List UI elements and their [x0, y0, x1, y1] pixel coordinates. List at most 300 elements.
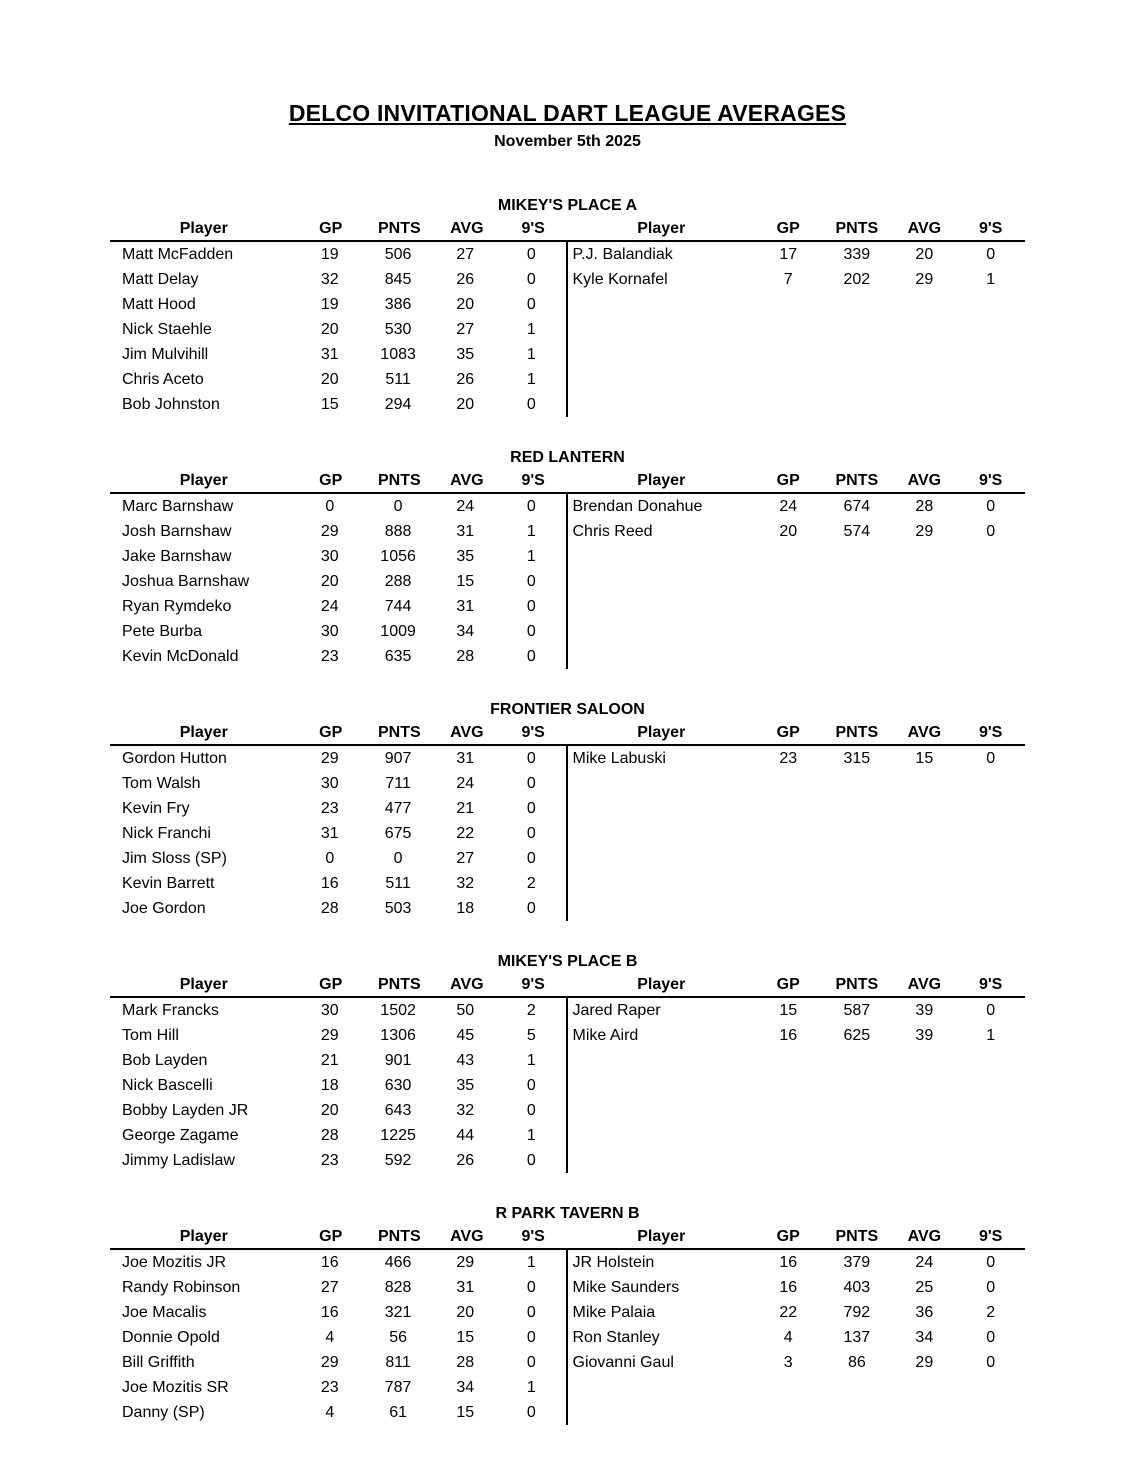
player-cell: Kevin Fry: [122, 799, 190, 817]
player-cell: Bob Johnston: [122, 395, 220, 413]
avg-cell: 31: [456, 1278, 475, 1296]
left-table: [110, 470, 568, 669]
nines-cell: 0: [526, 497, 536, 515]
left-rows: [110, 242, 568, 417]
column-header-avg: AVG: [907, 220, 942, 237]
gp-cell: 29: [320, 749, 339, 767]
page-date: November 5th 2025: [494, 133, 641, 150]
player-cell: Joe Macalis: [122, 1303, 207, 1321]
gp-cell: 0: [325, 849, 335, 867]
table-row: [568, 519, 1026, 544]
nines-cell: 0: [986, 749, 996, 767]
gp-cell: 7: [783, 270, 793, 288]
nines-cell: 0: [526, 295, 536, 313]
pnts-cell: 711: [385, 774, 411, 792]
header-row: [568, 1226, 1026, 1250]
pnts-cell: 587: [843, 1001, 871, 1019]
column-header-gp: GP: [776, 1228, 800, 1245]
avg-cell: 29: [915, 1353, 934, 1371]
gp-cell: 3: [783, 1353, 793, 1371]
player-cell: Joshua Barnshaw: [122, 572, 250, 590]
avg-cell: 27: [456, 245, 475, 263]
left-table: [110, 974, 568, 1173]
gp-cell: 30: [320, 547, 339, 565]
avg-cell: 34: [915, 1328, 934, 1346]
table-row: [110, 1325, 566, 1350]
column-header-pnts: PNTS: [378, 472, 421, 489]
avg-cell: 43: [456, 1051, 475, 1069]
pnts-cell: 0: [393, 497, 403, 515]
table-row: [110, 998, 566, 1023]
player-cell: Pete Burba: [122, 622, 203, 640]
table-row: [110, 1073, 566, 1098]
nines-cell: 0: [526, 799, 536, 817]
player-cell: Jared Raper: [572, 1001, 661, 1019]
player-cell: Chris Reed: [572, 522, 653, 540]
table-row: [110, 292, 566, 317]
avg-cell: 24: [915, 1253, 934, 1271]
table-row: [110, 771, 566, 796]
gp-cell: 20: [320, 572, 339, 590]
gp-cell: 20: [320, 370, 339, 388]
pnts-cell: 202: [843, 270, 871, 288]
gp-cell: 31: [320, 345, 339, 363]
pnts-cell: 592: [384, 1151, 412, 1169]
column-header-avg: AVG: [450, 472, 484, 489]
player-cell: Mike Labuski: [572, 749, 666, 767]
player-cell: Joe Gordon: [122, 899, 206, 917]
pnts-cell: 1083: [380, 345, 416, 363]
table-row: [110, 1023, 566, 1048]
avg-cell: 34: [456, 622, 475, 640]
column-header-avg: AVG: [450, 724, 484, 741]
avg-cell: 20: [456, 295, 475, 313]
pnts-cell: 888: [384, 522, 412, 540]
gp-cell: 23: [320, 1151, 339, 1169]
column-header-nines: 9'S: [978, 1228, 1003, 1245]
nines-cell: 0: [986, 1353, 996, 1371]
pnts-cell: 506: [384, 245, 412, 263]
player-cell: Chris Aceto: [122, 370, 204, 388]
left-rows: [110, 1250, 568, 1425]
avg-cell: 25: [915, 1278, 934, 1296]
table-row: [110, 494, 566, 519]
header-row: [568, 218, 1026, 242]
player-cell: Giovanni Gaul: [572, 1353, 674, 1371]
nines-cell: 1: [526, 370, 536, 388]
header-row: [110, 722, 568, 746]
gp-cell: 29: [320, 522, 339, 540]
avg-cell: 22: [456, 824, 475, 842]
player-cell: Matt Hood: [122, 295, 196, 313]
gp-cell: 32: [320, 270, 339, 288]
player-cell: Mark Francks: [122, 1001, 219, 1019]
section-tables: [110, 470, 1025, 669]
nines-cell: 0: [526, 572, 536, 590]
right-table: [568, 218, 1026, 417]
document-content: [110, 100, 1025, 1425]
avg-cell: 28: [915, 497, 934, 515]
header-row: [568, 974, 1026, 998]
nines-cell: 0: [986, 522, 996, 540]
section-title: RED LANTERN: [510, 449, 625, 466]
pnts-cell: 811: [385, 1353, 411, 1371]
avg-cell: 36: [915, 1303, 934, 1321]
nines-cell: 0: [526, 1403, 536, 1421]
table-row: [568, 1275, 1026, 1300]
right-table: [568, 722, 1026, 921]
column-header-pnts: PNTS: [378, 724, 421, 741]
avg-cell: 44: [456, 1126, 475, 1144]
table-row: [110, 1375, 566, 1400]
gp-cell: 16: [320, 874, 339, 892]
nines-cell: 0: [986, 497, 996, 515]
table-row: [110, 1400, 566, 1425]
gp-cell: 30: [320, 622, 339, 640]
avg-cell: 15: [456, 1328, 475, 1346]
player-cell: Kevin Barrett: [122, 874, 215, 892]
avg-cell: 31: [456, 597, 475, 615]
gp-cell: 19: [320, 245, 339, 263]
nines-cell: 0: [526, 245, 536, 263]
nines-cell: 0: [526, 270, 536, 288]
player-cell: Mike Saunders: [572, 1278, 680, 1296]
column-header-gp: GP: [319, 724, 343, 741]
header-row: [110, 218, 568, 242]
avg-cell: 26: [456, 270, 475, 288]
nines-cell: 1: [526, 1253, 536, 1271]
section-title: MIKEY'S PLACE B: [497, 953, 638, 970]
column-header-nines: 9'S: [978, 976, 1003, 993]
gp-cell: 28: [320, 1126, 339, 1144]
gp-cell: 24: [779, 497, 798, 515]
table-row: [110, 544, 566, 569]
column-header-gp: GP: [319, 976, 343, 993]
page-title: DELCO INVITATIONAL DART LEAGUE AVERAGES: [288, 100, 847, 126]
player-cell: Bob Layden: [122, 1051, 208, 1069]
avg-cell: 27: [456, 849, 475, 867]
avg-cell: 31: [456, 522, 475, 540]
header-row: [568, 470, 1026, 494]
column-header-pnts: PNTS: [835, 1228, 879, 1245]
column-header-player: Player: [179, 724, 228, 741]
player-cell: Ron Stanley: [572, 1328, 660, 1346]
player-cell: Kevin McDonald: [122, 647, 239, 665]
column-header-gp: GP: [776, 472, 800, 489]
avg-cell: 34: [456, 1378, 475, 1396]
player-cell: Nick Bascelli: [122, 1076, 213, 1094]
avg-cell: 20: [456, 1303, 475, 1321]
table-row: [110, 1098, 566, 1123]
pnts-cell: 339: [843, 245, 871, 263]
avg-cell: 26: [456, 370, 475, 388]
gp-cell: 16: [320, 1303, 339, 1321]
gp-cell: 16: [779, 1278, 798, 1296]
table-row: [110, 846, 566, 871]
column-header-player: Player: [637, 976, 686, 993]
column-header-avg: AVG: [907, 472, 942, 489]
pnts-cell: 1056: [380, 547, 416, 565]
pnts-cell: 466: [384, 1253, 412, 1271]
column-header-pnts: PNTS: [378, 1228, 421, 1245]
right-rows: [568, 998, 1026, 1048]
nines-cell: 0: [526, 1353, 536, 1371]
section: [110, 1205, 1025, 1425]
pnts-cell: 511: [385, 370, 411, 388]
column-header-avg: AVG: [907, 976, 942, 993]
table-row: [110, 267, 566, 292]
pnts-cell: 503: [384, 899, 412, 917]
pnts-cell: 907: [384, 749, 412, 767]
nines-cell: 5: [526, 1026, 536, 1044]
player-cell: Mike Palaia: [572, 1303, 656, 1321]
gp-cell: 19: [320, 295, 339, 313]
nines-cell: 0: [526, 395, 536, 413]
table-row: [568, 1350, 1026, 1375]
section-tables: [110, 722, 1025, 921]
gp-cell: 4: [325, 1328, 335, 1346]
gp-cell: 15: [779, 1001, 798, 1019]
player-cell: Matt Delay: [122, 270, 199, 288]
right-table: [568, 470, 1026, 669]
table-row: [110, 342, 566, 367]
pnts-cell: 477: [384, 799, 412, 817]
avg-cell: 39: [915, 1001, 934, 1019]
column-header-gp: GP: [776, 724, 800, 741]
pnts-cell: 635: [384, 647, 412, 665]
section-tables: [110, 218, 1025, 417]
gp-cell: 22: [779, 1303, 798, 1321]
table-row: [110, 519, 566, 544]
column-header-nines: 9'S: [978, 472, 1003, 489]
pnts-cell: 511: [385, 874, 411, 892]
pnts-cell: 630: [384, 1076, 412, 1094]
avg-cell: 35: [456, 547, 475, 565]
player-cell: Tom Hill: [122, 1026, 179, 1044]
column-header-pnts: PNTS: [378, 976, 421, 993]
pnts-cell: 56: [389, 1328, 407, 1346]
column-header-gp: GP: [776, 976, 800, 993]
nines-cell: 0: [526, 774, 536, 792]
player-cell: JR Holstein: [572, 1253, 655, 1271]
pnts-cell: 674: [843, 497, 871, 515]
column-header-avg: AVG: [450, 220, 484, 237]
section-title: R PARK TAVERN B: [495, 1205, 640, 1222]
section: [110, 197, 1025, 417]
column-header-avg: AVG: [907, 1228, 942, 1245]
avg-cell: 39: [915, 1026, 934, 1044]
pnts-cell: 1306: [380, 1026, 416, 1044]
nines-cell: 0: [986, 245, 996, 263]
right-table: [568, 1226, 1026, 1425]
pnts-cell: 1502: [380, 1001, 416, 1019]
avg-cell: 18: [456, 899, 475, 917]
player-cell: Nick Franchi: [122, 824, 211, 842]
nines-cell: 0: [526, 1151, 536, 1169]
pnts-cell: 744: [384, 597, 412, 615]
pnts-cell: 675: [384, 824, 412, 842]
nines-cell: 1: [986, 1026, 996, 1044]
pnts-cell: 828: [384, 1278, 412, 1296]
player-cell: Jimmy Ladislaw: [122, 1151, 235, 1169]
player-cell: Jake Barnshaw: [122, 547, 232, 565]
player-cell: Bill Griffith: [122, 1353, 195, 1371]
player-cell: Joe Mozitis SR: [122, 1378, 229, 1396]
gp-cell: 16: [779, 1026, 798, 1044]
avg-cell: 20: [456, 395, 475, 413]
pnts-cell: 643: [384, 1101, 412, 1119]
column-header-gp: GP: [776, 220, 800, 237]
gp-cell: 24: [320, 597, 339, 615]
right-table: [568, 974, 1026, 1173]
table-row: [110, 317, 566, 342]
nines-cell: 0: [526, 597, 536, 615]
player-cell: Matt McFadden: [122, 245, 234, 263]
nines-cell: 1: [526, 320, 536, 338]
column-header-avg: AVG: [450, 976, 484, 993]
avg-cell: 21: [456, 799, 475, 817]
section: [110, 953, 1025, 1173]
player-cell: Gordon Hutton: [122, 749, 227, 767]
pnts-cell: 386: [384, 295, 412, 313]
avg-cell: 35: [456, 1076, 475, 1094]
column-header-player: Player: [637, 472, 686, 489]
avg-cell: 32: [456, 1101, 475, 1119]
nines-cell: 1: [526, 1126, 536, 1144]
table-row: [110, 367, 566, 392]
pnts-cell: 574: [843, 522, 871, 540]
right-rows: [568, 1250, 1026, 1375]
nines-cell: 0: [526, 1076, 536, 1094]
nines-cell: 0: [526, 849, 536, 867]
column-header-gp: GP: [319, 472, 343, 489]
gp-cell: 21: [320, 1051, 339, 1069]
table-row: [110, 569, 566, 594]
player-cell: Ryan Rymdeko: [122, 597, 232, 615]
table-row: [110, 1148, 566, 1173]
nines-cell: 0: [526, 622, 536, 640]
nines-cell: 2: [526, 1001, 536, 1019]
column-header-nines: 9'S: [521, 472, 545, 489]
table-row: [110, 594, 566, 619]
column-header-pnts: PNTS: [378, 220, 421, 237]
table-row: [110, 619, 566, 644]
gp-cell: 27: [320, 1278, 339, 1296]
table-row: [110, 896, 566, 921]
header-row: [110, 470, 568, 494]
header-row: [568, 722, 1026, 746]
pnts-cell: 787: [384, 1378, 412, 1396]
column-header-nines: 9'S: [978, 724, 1003, 741]
pnts-cell: 792: [843, 1303, 871, 1321]
section: [110, 701, 1025, 921]
table-row: [568, 267, 1026, 292]
avg-cell: 24: [456, 774, 475, 792]
table-row: [110, 242, 566, 267]
left-table: [110, 1226, 568, 1425]
right-rows: [568, 746, 1026, 771]
table-row: [110, 871, 566, 896]
player-cell: George Zagame: [122, 1126, 239, 1144]
column-header-avg: AVG: [907, 724, 942, 741]
table-row: [568, 998, 1026, 1023]
header-row: [110, 1226, 568, 1250]
table-row: [110, 1250, 566, 1275]
column-header-pnts: PNTS: [835, 976, 879, 993]
right-rows: [568, 494, 1026, 544]
player-cell: Joe Mozitis JR: [122, 1253, 227, 1271]
column-header-player: Player: [179, 1228, 228, 1245]
avg-cell: 29: [915, 522, 934, 540]
avg-cell: 35: [456, 345, 475, 363]
section-title: FRONTIER SALOON: [490, 701, 645, 718]
left-rows: [110, 746, 568, 921]
nines-cell: 1: [526, 547, 536, 565]
section-tables: [110, 1226, 1025, 1425]
column-header-nines: 9'S: [521, 220, 545, 237]
avg-cell: 31: [456, 749, 475, 767]
nines-cell: 1: [526, 522, 536, 540]
right-rows: [568, 242, 1026, 292]
section-tables: [110, 974, 1025, 1173]
column-header-player: Player: [637, 1228, 686, 1245]
table-row: [110, 796, 566, 821]
pnts-cell: 294: [384, 395, 412, 413]
nines-cell: 1: [986, 270, 996, 288]
nines-cell: 2: [526, 874, 536, 892]
table-row: [568, 1325, 1026, 1350]
nines-cell: 0: [526, 1303, 536, 1321]
gp-cell: 16: [779, 1253, 798, 1271]
nines-cell: 0: [986, 1253, 996, 1271]
gp-cell: 23: [320, 799, 339, 817]
gp-cell: 17: [779, 245, 798, 263]
avg-cell: 15: [915, 749, 934, 767]
column-header-nines: 9'S: [521, 724, 545, 741]
header-row: [110, 974, 568, 998]
avg-cell: 28: [456, 647, 475, 665]
gp-cell: 30: [320, 1001, 339, 1019]
pnts-cell: 288: [384, 572, 412, 590]
table-row: [568, 494, 1026, 519]
gp-cell: 23: [320, 1378, 339, 1396]
avg-cell: 29: [456, 1253, 475, 1271]
gp-cell: 29: [320, 1353, 339, 1371]
column-header-player: Player: [179, 472, 228, 489]
column-header-nines: 9'S: [521, 1228, 545, 1245]
column-header-nines: 9'S: [978, 220, 1003, 237]
nines-cell: 1: [526, 1378, 536, 1396]
nines-cell: 0: [986, 1278, 996, 1296]
gp-cell: 31: [320, 824, 339, 842]
pnts-cell: 86: [847, 1353, 866, 1371]
sections-container: [110, 197, 1025, 1425]
player-cell: Kyle Kornafel: [572, 270, 668, 288]
player-cell: Bobby Layden JR: [122, 1101, 249, 1119]
table-row: [568, 1300, 1026, 1325]
left-rows: [110, 494, 568, 669]
nines-cell: 0: [526, 1328, 536, 1346]
column-header-pnts: PNTS: [835, 220, 879, 237]
player-cell: Tom Walsh: [122, 774, 201, 792]
player-cell: Randy Robinson: [122, 1278, 241, 1296]
nines-cell: 0: [526, 749, 536, 767]
pnts-cell: 1009: [380, 622, 416, 640]
player-cell: Nick Staehle: [122, 320, 212, 338]
pnts-cell: 845: [384, 270, 412, 288]
table-row: [110, 644, 566, 669]
gp-cell: 28: [320, 899, 339, 917]
